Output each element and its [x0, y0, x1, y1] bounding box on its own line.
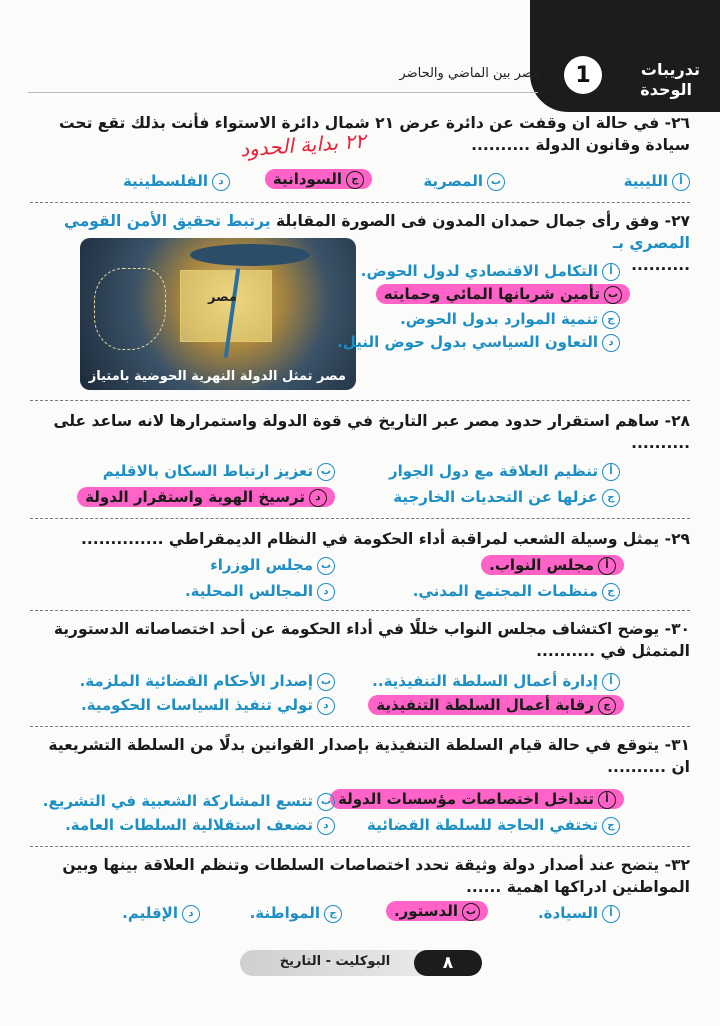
question-text: ٣١- يتوقع في حالة قيام السلطة التنفيذية بإصدار القوانين بدلًا من السلطة التشريعية ان .......... — [48, 736, 690, 776]
option-label: المواطنة. — [249, 904, 320, 922]
unit-title: مصر بين الماضي والحاضر — [399, 66, 540, 81]
option-letter: أ — [598, 557, 616, 575]
option-d[interactable] — [337, 333, 620, 352]
option-label: الليبية — [623, 172, 668, 190]
option-letter: أ — [672, 173, 690, 191]
option-letter: د — [182, 905, 200, 923]
option-letter: ج — [602, 817, 620, 835]
option-c[interactable] — [368, 696, 624, 715]
map-egypt-region — [180, 270, 272, 342]
option-c[interactable] — [413, 582, 620, 601]
option-label: السيادة. — [537, 904, 598, 922]
question-text: ٣٢- يتضح عند أصدار دولة وثيقة تحدد اختصاصات السلطات وتنظم العلاقة بينها وبين المواطنين ادراكها اهمية ...... — [62, 856, 690, 896]
header-divider — [28, 92, 538, 93]
question-text: ٢٨- ساهم استقرار حدود مصر عبر التاريخ في قوة الدولة واستمرارها لانه ساعد على .......... — [53, 412, 690, 452]
option-letter: د — [212, 173, 230, 191]
divider — [30, 726, 690, 727]
option-b[interactable] — [210, 556, 335, 575]
option-label: مجلس النواب. — [489, 556, 594, 574]
option-label: تضعف استقلالية السلطات العامة. — [65, 816, 313, 834]
option-label: تولي تنفيذ السياسات الحكومية. — [80, 696, 313, 714]
page-number: ٨ — [414, 950, 482, 976]
option-c[interactable] — [367, 816, 620, 835]
option-label: الفلسطينية — [122, 172, 208, 190]
option-label: رقابة أعمال السلطة التنفيذية — [376, 696, 594, 714]
option-letter: د — [317, 583, 335, 601]
question-32 — [30, 854, 690, 898]
question-28 — [30, 410, 690, 454]
option-label: المصرية — [423, 172, 483, 190]
option-letter: د — [602, 334, 620, 352]
option-letter: ج — [602, 489, 620, 507]
option-c[interactable] — [250, 904, 342, 923]
option-b[interactable] — [80, 672, 335, 691]
option-c[interactable] — [393, 488, 620, 507]
option-c[interactable] — [400, 310, 620, 329]
option-letter: ج — [346, 171, 364, 189]
question-27: ٢٧- وفق رأى جمال حمدان المدون فى الصورة المقابلة يرتبط تحقيق الأمن القومي المصري بـ .......... — [64, 212, 690, 274]
option-letter: أ — [598, 791, 616, 809]
divider — [30, 202, 690, 203]
option-letter: د — [309, 489, 327, 507]
option-letter: أ — [602, 905, 620, 923]
question-text: ٣٠- يوضح اكتشاف مجلس النواب خللًا في أداء الحكومة عن أحد اختصاصاته الدستورية المتمثل في .......... — [53, 620, 690, 660]
option-a[interactable] — [372, 672, 620, 691]
unit-number-badge: 1 — [564, 56, 602, 94]
option-label: منظمات المجتمع المدني. — [412, 582, 598, 600]
option-c[interactable] — [265, 170, 372, 189]
option-d[interactable] — [185, 582, 335, 601]
option-letter: ب — [317, 793, 335, 811]
divider — [30, 846, 690, 847]
question-text: ٢٩- يمثل وسيلة الشعب لمراقبة أداء الحكومة في النظام الديمقراطي .............. — [81, 530, 690, 548]
option-b[interactable] — [386, 902, 488, 921]
option-a[interactable] — [389, 462, 620, 481]
option-label: تعزيز ارتباط السكان بالاقليم — [102, 462, 313, 480]
option-label: تأمين شريانها المائي وحمايته — [383, 285, 600, 303]
option-a[interactable] — [538, 904, 620, 923]
handwritten-note: ٢٢ بداية الحدود — [239, 128, 367, 162]
option-letter: ب — [317, 673, 335, 691]
option-a[interactable] — [481, 556, 624, 575]
option-label: تنمية الموارد بدول الحوض. — [400, 310, 598, 328]
question-text-highlight: يرتبط تحقيق الأمن القومي المصري بـ — [64, 212, 690, 252]
option-letter: أ — [602, 263, 620, 281]
option-label: السودانية — [272, 170, 342, 188]
header-section-line1: تدريبات — [640, 60, 700, 79]
option-a[interactable] — [361, 262, 620, 281]
option-letter: ب — [317, 557, 335, 575]
question-31 — [30, 734, 690, 778]
option-a[interactable] — [330, 790, 624, 809]
option-letter: ج — [602, 583, 620, 601]
option-b[interactable] — [43, 792, 335, 811]
option-label: عزلها عن التحديات الخارجية — [393, 488, 598, 506]
divider — [30, 400, 690, 401]
option-b[interactable] — [376, 285, 630, 304]
option-letter: د — [317, 697, 335, 715]
question-text: ٢٧- وفق رأى جمال حمدان المدون فى الصورة المقابلة — [275, 212, 690, 230]
option-letter: ج — [602, 311, 620, 329]
egypt-map-image — [80, 238, 356, 390]
option-label: تختفي الحاجة للسلطة القضائية — [366, 816, 598, 834]
divider — [30, 518, 690, 519]
option-letter: ب — [604, 286, 622, 304]
option-b[interactable] — [423, 172, 505, 191]
option-label: إدارة أعمال السلطة التنفيذية.. — [372, 672, 598, 690]
option-label: المجالس المحلية. — [184, 582, 313, 600]
option-letter: ب — [317, 463, 335, 481]
option-letter: أ — [602, 463, 620, 481]
option-letter: أ — [602, 673, 620, 691]
option-d[interactable] — [65, 816, 335, 835]
option-label: التكامل الاقتصادي لدول الحوض. — [360, 262, 598, 280]
option-letter: ج — [324, 905, 342, 923]
option-d[interactable] — [122, 904, 200, 923]
option-label: تتسع المشاركة الشعبية في التشريع. — [42, 792, 313, 810]
map-label: مصر — [208, 290, 237, 305]
option-label: إصدار الأحكام القضائية الملزمة. — [79, 672, 313, 690]
option-letter: ج — [598, 697, 616, 715]
question-30 — [30, 618, 690, 662]
option-label: ترسيخ الهوية واستقرار الدولة — [85, 488, 305, 506]
question-text: ٢٦- في حالة ان وقفت عن دائرة عرض ٢١ شمال دائرة الاستواء فأنت بذلك تقع تحت سيادة وقانون الدولة .......... — [58, 114, 690, 154]
option-d[interactable] — [123, 172, 230, 191]
option-label: التعاون السياسي بدول حوض النيل. — [337, 333, 598, 351]
option-letter: د — [317, 817, 335, 835]
map-africa-outline — [94, 268, 166, 350]
question-29 — [30, 528, 690, 550]
option-d[interactable] — [77, 488, 335, 507]
map-caption: مصر تمثل الدولة النهرية الحوضية بامتياز — [88, 369, 346, 384]
footer-book-title: البوكليت - التاريخ — [279, 954, 391, 969]
option-a[interactable] — [624, 172, 690, 191]
option-label: مجلس الوزراء — [210, 556, 313, 574]
option-letter: ب — [487, 173, 505, 191]
option-d[interactable] — [81, 696, 335, 715]
header-section-line2: الوحدة — [640, 80, 692, 99]
option-b[interactable] — [103, 462, 335, 481]
divider — [30, 610, 690, 611]
map-sea — [190, 244, 310, 266]
option-label: تنظيم العلاقة مع دول الجوار — [388, 462, 598, 480]
option-letter: ب — [462, 903, 480, 921]
option-label: الدستور. — [393, 902, 458, 920]
option-label: الإقليم. — [122, 904, 178, 922]
option-label: تتداخل اختصاصات مؤسسات الدولة — [337, 790, 594, 808]
